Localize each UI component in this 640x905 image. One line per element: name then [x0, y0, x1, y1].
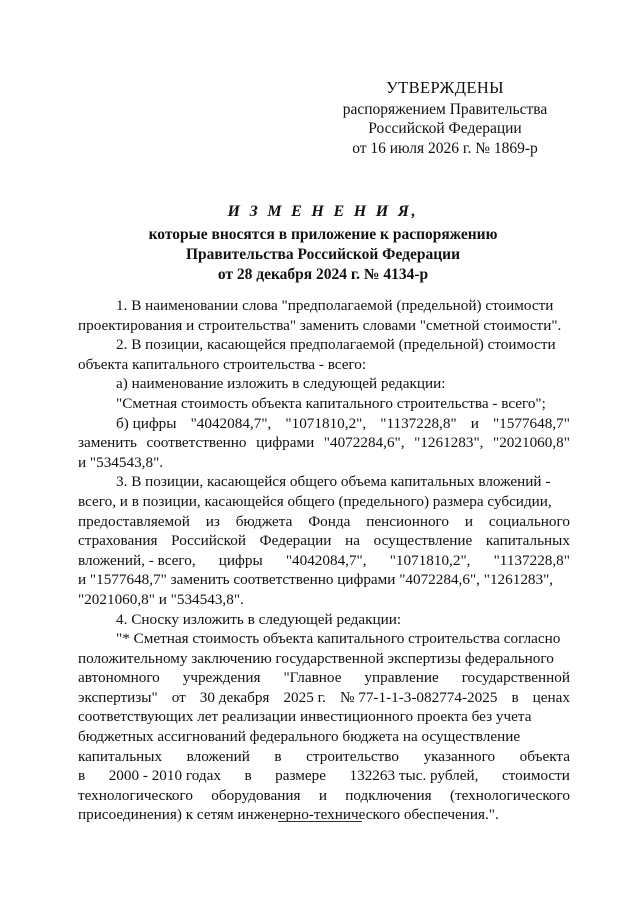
word: объекта: [519, 747, 570, 765]
item-4-justified: [78, 668, 570, 688]
footer-divider: [278, 821, 362, 822]
item-2-justified: [78, 433, 570, 453]
item-1-line: [78, 296, 570, 316]
word: в: [274, 747, 282, 765]
word: № 77-1-1-3-082774-2025: [339, 688, 498, 706]
item-2-justified: [78, 414, 570, 434]
word: ценах: [532, 688, 570, 706]
word: заменить: [78, 434, 137, 452]
item-2-line: и "534543,8".: [78, 453, 164, 471]
word: 2025 г.: [283, 688, 326, 706]
word: предоставляемой: [78, 512, 190, 530]
word: управление: [364, 669, 439, 687]
word: Фонда: [308, 512, 351, 530]
word: вложений, - всего,: [78, 551, 196, 569]
word: пенсионного: [366, 512, 449, 530]
word: "4072284,6",: [323, 434, 405, 452]
item-4-line: 4. Сноску изложить в следующей редакции:: [116, 610, 402, 628]
item-4-justified: [78, 786, 570, 806]
word: цифры: [218, 551, 263, 569]
word: и: [318, 786, 327, 804]
item-4-justified: [78, 747, 570, 767]
word: в: [244, 767, 252, 785]
word: б) цифры: [116, 414, 177, 432]
word: размере: [275, 767, 326, 785]
word: "1261283",: [414, 434, 484, 452]
word: указанного: [423, 747, 496, 765]
word: "1137228,8": [380, 414, 457, 432]
word: и: [470, 414, 479, 432]
approved-line: Российской Федерации: [368, 120, 522, 137]
document-title: И З М Е Н Е Н И Я,: [227, 203, 419, 220]
word: вложений: [186, 747, 250, 765]
item-3-line: и "1577648,7" заменить соответственно цифрами "4072284,6", "1261283",: [78, 571, 554, 589]
document-body: [78, 296, 570, 825]
item-3-justified: [78, 551, 570, 571]
word: 2000 - 2010 годах: [108, 767, 221, 785]
word: строительство: [306, 747, 399, 765]
word: из: [205, 512, 220, 530]
word: Федерации: [259, 532, 332, 550]
word: учреждения: [182, 669, 261, 687]
word: осуществление: [373, 532, 473, 550]
subtitle-line: Правительства Российской Федерации: [185, 246, 461, 263]
word: "2021060,8": [493, 434, 570, 452]
word: соответственно: [146, 434, 247, 452]
word: 30 декабря: [199, 688, 270, 706]
word: "1071810,2",: [389, 551, 471, 569]
item-3-justified: [78, 512, 570, 532]
text-span: 1. В наименовании слова "предполагаемой (предельной) стоимости: [116, 297, 554, 314]
word: социального: [488, 512, 570, 530]
subtitle-line: от 28 декабря 2024 г. № 4134-р: [217, 266, 429, 283]
word: цифрами: [256, 434, 315, 452]
word: "1137228,8": [493, 551, 570, 569]
item-2-line: 2. В позиции, касающейся предполагаемой (предельной) стоимости: [116, 336, 556, 354]
word: капитальных: [78, 747, 163, 765]
approved-line: распоряжением Правительства: [342, 100, 548, 118]
word: "Главное: [283, 669, 342, 687]
word: страхования: [78, 532, 158, 550]
word: "4042084,7",: [285, 551, 367, 569]
item-4-justified: [78, 766, 570, 786]
item-4-line: бюджетных ассигнований федерального бюджета на осуществление: [78, 728, 521, 746]
item-3-line: "2021060,8" и "534543,8".: [78, 590, 244, 608]
word: "4042084,7",: [190, 414, 272, 432]
word: "1577648,7": [492, 414, 570, 432]
word: экспертизы": [78, 688, 158, 706]
word: от: [171, 688, 186, 706]
item-4-line: "* Сметная стоимость объекта капитального строительства согласно: [116, 630, 561, 648]
item-2-line: объекта капитального строительства - всего:: [78, 355, 367, 373]
word: автономного: [78, 669, 160, 687]
item-4-justified: [78, 688, 570, 708]
word: стоимости: [501, 767, 570, 785]
subtitle-line: которые вносятся в приложение к распоряжению: [148, 226, 498, 243]
word: Российской: [171, 532, 246, 550]
word: капитальных: [485, 532, 570, 550]
item-4-line: соответствующих лет реализации инвестиционного проекта без учета: [78, 708, 532, 726]
item-3-line: всего, и в позиции, касающейся общего (предельного) размера субсидии,: [78, 492, 552, 510]
approved-line: от 16 июля 2026 г. № 1869-р: [352, 139, 538, 157]
item-2-line: "Сметная стоимость объекта капитального строительства - всего";: [116, 394, 546, 412]
word: подключения: [345, 786, 432, 804]
word: (технологического: [449, 786, 570, 804]
word: в: [78, 767, 86, 785]
word: бюджета: [235, 512, 293, 530]
item-3-line: 3. В позиции, касающейся общего объема капитальных вложений -: [116, 473, 551, 491]
word: в: [511, 688, 519, 706]
item-2-line: а) наименование изложить в следующей редакции:: [116, 375, 446, 393]
word: оборудования: [211, 786, 301, 804]
approval-stamp: [340, 78, 550, 158]
item-4-line: положительному заключению государственной экспертизы федерального: [78, 649, 554, 667]
item-1-line: проектирования и строительства" заменить словами "сметной стоимости".: [78, 316, 562, 334]
word: "1071810,2",: [285, 414, 367, 432]
word: 132263 тыс. рублей,: [349, 767, 479, 785]
document-subtitle: [78, 225, 568, 285]
item-3-justified: [78, 531, 570, 551]
word: и: [464, 512, 473, 530]
item-4-line: присоединения) к сетям инженерно-технического обеспечения.".: [78, 806, 499, 824]
word: технологического: [78, 786, 193, 804]
word: на: [345, 532, 360, 550]
word: государственной: [461, 669, 570, 687]
approved-heading: УТВЕРЖДЕНЫ: [386, 78, 504, 97]
